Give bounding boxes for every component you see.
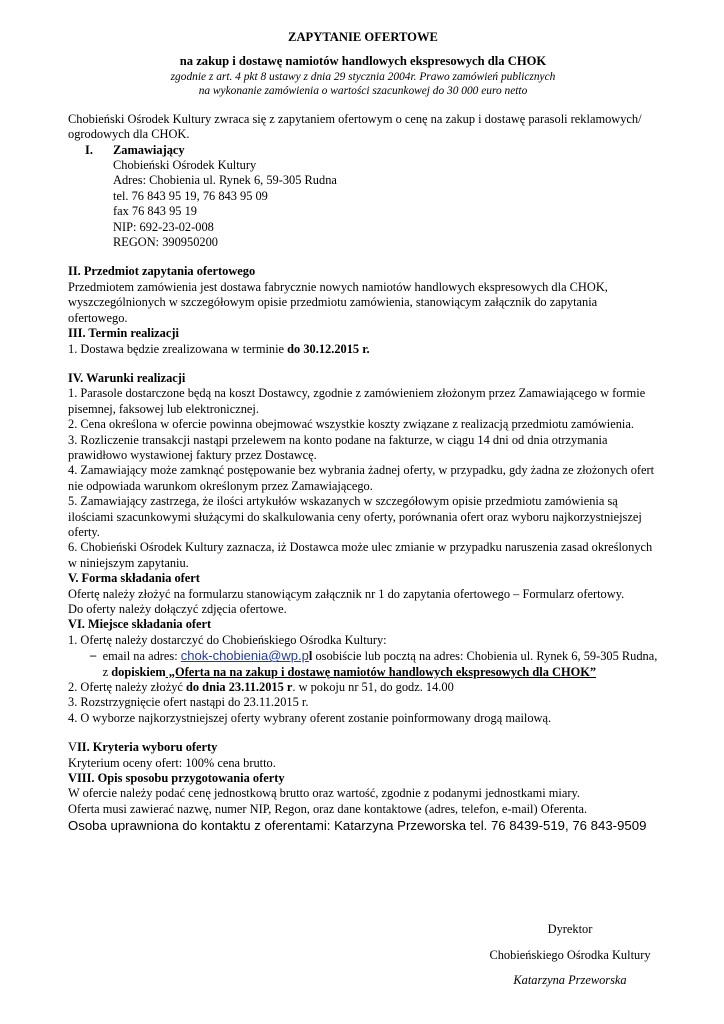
section-4-heading: IV. Warunki realizacji	[68, 370, 186, 385]
orderer-details	[68, 158, 658, 250]
condition-item: 5. Zamawiający zastrzega, że ilości artykułów wskazanych w szczegółowym opisie przedmiotu zamówienia są ilościami szacunkowymi służącymi do skalkulowania ceny oferty, porównania ofert oraz wyboru najkorzystniejszej oferty.	[68, 494, 642, 539]
section-6-item-1: 1. Ofertę należy dostarczyć do Chobieńskiego Ośrodka Kultury:	[68, 632, 387, 647]
section-3-text: 1. Dostawa będzie zrealizowana w terminie do 30.12.2015 r.	[68, 341, 370, 356]
contact-person-line: Osoba uprawniona do kontaktu z oferentami: Katarzyna Przeworska tel. 76 8439-519, 76 843-9509	[68, 818, 647, 834]
submission-deadline: do dnia 23.11.2015 r	[186, 680, 293, 695]
section-8-heading: VIII. Opis sposobu przygotowania oferty	[68, 771, 285, 786]
section-6-heading: VI. Miejsce składania ofert	[68, 617, 212, 632]
section-5-heading: V. Forma składania ofert	[68, 571, 200, 586]
section-8-line-1: W ofercie należy podać cenę jednostkową brutto oraz wartość, zgodnie z podanymi jednostkami miary.	[68, 786, 580, 801]
condition-item: 1. Parasole dostarczone będą na koszt Dostawcy, zgodnie z zamówieniem złożonym przez Zamawiającego w formie pisemnej, faksowej lub elektronicznej.	[68, 386, 646, 416]
section-7-heading: VII. Kryteria wyboru oferty	[68, 740, 218, 755]
submission-method-text: email na adres: chok-chobienia@wp.pl osobiście lub pocztą na adres: Chobienia ul. Rynek 6, 59-305 Rudna, z dopiskiem „Oferta na na zakup i dostawę namiotów handlowych ekspresowych dla CHOK”	[102, 648, 658, 679]
email-link[interactable]: chok-chobienia@wp.p	[180, 648, 309, 664]
submission-method-row	[68, 648, 658, 680]
dopisek-text: „Oferta na na zakup i dostawę namiotów handlowych ekspresowych dla CHOK”	[165, 664, 597, 679]
condition-item: 6. Chobieński Ośrodek Kultury zaznacza, iż Dostawca może ulec zmianie w przypadku naruszenia zasad określonych w niniejszym zapytaniu.	[68, 540, 653, 570]
section-2-text: Przedmiotem zamówienia jest dostawa fabrycznie nowych namiotów handlowych ekspresowych dla CHOK, wyszczególnionych w szczegółowym opisie przedmiotu zamówienia, stanowiącym załącznik do zapytania ofertowego.	[68, 279, 608, 325]
legal-basis-line-2: na wykonanie zamówienia o wartości szacunkowej do 30 000 euro netto	[198, 84, 528, 97]
orderer-address: Adres: Chobienia ul. Rynek 6, 59-305 Rudna	[113, 173, 337, 188]
condition-item: 4. Zamawiający może zamknąć postępowanie bez wybrania żadnej oferty, w przypadku, gdy żadna ze złożonych ofert nie odpowiada warunkom określonym przez Zamawiającego.	[68, 463, 655, 493]
section-5-line-2: Do oferty należy dołączyć zdjęcia ofertowe.	[68, 602, 287, 616]
section-2-heading: II. Przedmiot zapytania ofertowego	[68, 264, 256, 279]
section-5-line-1: Ofertę należy złożyć na formularzu stanowiącym załącznik nr 1 do zapytania ofertowego – Formularz ofertowy.	[68, 586, 625, 601]
section-1-heading: Zamawiający	[113, 142, 185, 157]
orderer-name: Chobieński Ośrodek Kultury	[113, 158, 257, 173]
section-3-heading: III. Termin realizacji	[68, 326, 179, 341]
dopisek-label: dopiskiem	[111, 664, 166, 679]
signature-title: Dyrektor	[547, 922, 593, 936]
orderer-nip: NIP: 692-23-02-008	[113, 219, 214, 234]
orderer-regon: REGON: 390950200	[113, 235, 218, 250]
signature-organization: Chobieńskiego Ośrodka Kultury	[489, 948, 651, 962]
section-1-heading-row	[68, 143, 658, 158]
section-6-item-3: 3. Rozstrzygnięcie ofert nastąpi do 23.11.2015 r.	[68, 695, 309, 710]
delivery-deadline: do 30.12.2015 r.	[287, 341, 370, 356]
orderer-phone: tel. 76 843 95 19, 76 843 95 09	[113, 188, 268, 203]
section-6-item-4: 4. O wyborze najkorzystniejszej oferty wybrany oferent zostanie poinformowany drogą mailową.	[68, 710, 552, 725]
section-7-text: Kryterium oceny ofert: 100% cena brutto.	[68, 755, 276, 770]
dash-bullet: –	[90, 648, 97, 663]
orderer-fax: fax 76 843 95 19	[113, 204, 197, 219]
document-title: ZAPYTANIE OFERTOWE	[288, 30, 438, 44]
condition-item: 3. Rozliczenie transakcji nastąpi przelewem na konto podane na fakturze, w ciągu 14 dni od dnia otrzymania prawidłowo wystawionej faktury przez Dostawcę.	[68, 432, 608, 462]
condition-item: 2. Cena określona w ofercie powinna obejmować wszystkie koszty związane z realizacją przedmiotu zamówienia.	[68, 417, 634, 432]
document-subtitle: na zakup i dostawę namiotów handlowych ekspresowych dla CHOK	[179, 54, 547, 69]
legal-basis-line-1: zgodnie z art. 4 pkt 8 ustawy z dnia 29 stycznia 2004r. Prawo zamówień publicznych	[170, 70, 556, 83]
section-6-item-2: 2. Ofertę należy złożyć do dnia 23.11.2015 r. w pokoju nr 51, do godz. 14.00	[68, 680, 454, 695]
document-page	[68, 24, 658, 835]
section-8-line-2: Oferta musi zawierać nazwę, numer NIP, Regon, oraz dane kontaktowe (adres, telefon, e-mail) Oferenta.	[68, 801, 588, 816]
intro-paragraph: Chobieński Ośrodek Kultury zwraca się z zapytaniem ofertowym o cenę na zakup i dostawę parasoli reklamowych/ ogrodowych dla CHOK.	[68, 111, 642, 142]
section-1-number: I.	[85, 142, 93, 157]
signature-name: Katarzyna Przeworska	[513, 973, 627, 987]
